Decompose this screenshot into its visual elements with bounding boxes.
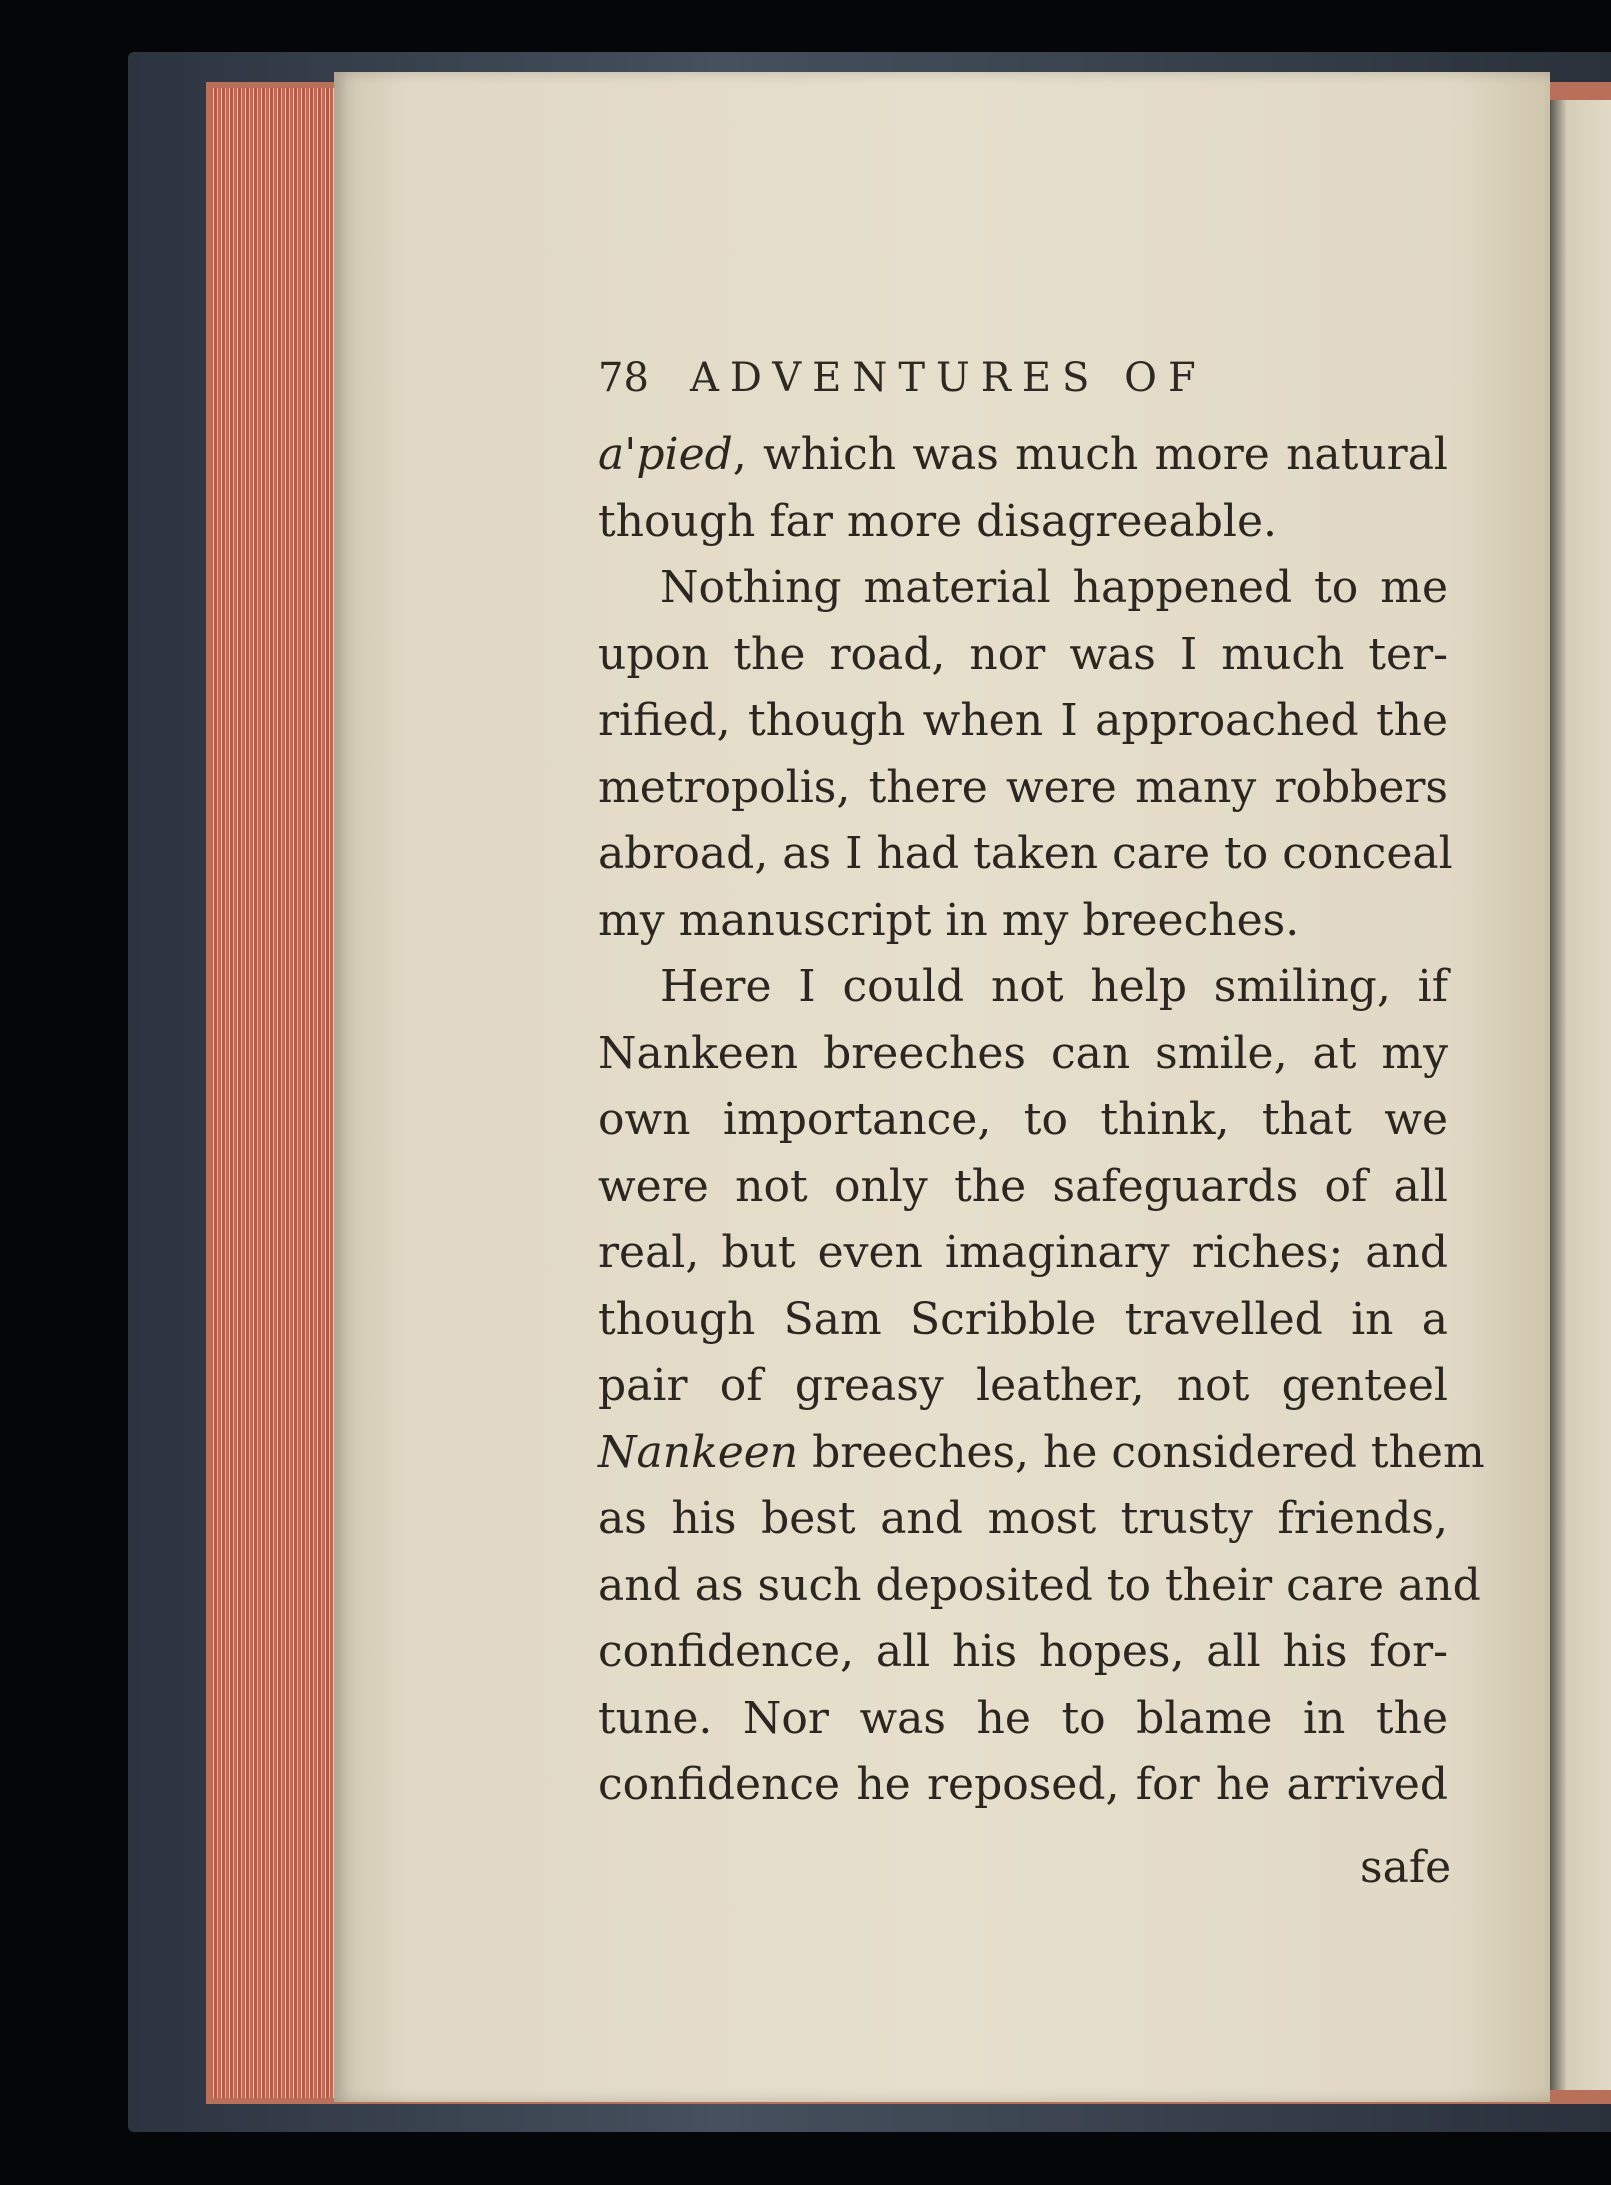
line-text: confidence, all his hopes, all his for- xyxy=(598,1626,1448,1677)
line-text: were not only the safeguards of all xyxy=(598,1160,1448,1212)
text-line xyxy=(598,1689,1448,1749)
text-line xyxy=(598,1157,1448,1217)
line-text: own importance, to think, that we xyxy=(598,1094,1448,1145)
line-text: confidence he reposed, for he arrived xyxy=(598,1759,1448,1810)
line-text: breeches, he considered them xyxy=(798,1426,1485,1478)
line-text: my manuscript in my breeches. xyxy=(598,894,1300,946)
text-line xyxy=(598,1755,1448,1815)
page-edges xyxy=(210,88,336,2098)
italic-word: a'pied xyxy=(598,429,733,480)
line-text: Here I could not help smiling, if xyxy=(660,961,1448,1012)
text-line xyxy=(598,1290,1448,1350)
text-line xyxy=(598,1489,1448,1549)
line-text: though Sam Scribble travelled in a xyxy=(598,1293,1448,1345)
text-line xyxy=(598,1556,1481,1616)
text-line xyxy=(598,1024,1448,1084)
text-line xyxy=(598,625,1448,685)
line-text: real, but even imaginary riches; and xyxy=(598,1227,1448,1278)
text-line xyxy=(598,1356,1448,1416)
text-line xyxy=(598,891,1448,951)
text-line xyxy=(598,425,1448,485)
line-text: tune. Nor was he to blame in the xyxy=(598,1692,1448,1744)
line-text: upon the road, nor was I much ter- xyxy=(598,628,1448,680)
line-text: , which was much more natural xyxy=(732,429,1448,480)
line-text: and as such deposited to their care and xyxy=(598,1559,1481,1611)
italic-word: Nankeen xyxy=(598,1426,799,1478)
text-line xyxy=(598,824,1453,884)
text-line xyxy=(598,558,1448,618)
line-text: though far more disagreeable. xyxy=(598,495,1277,547)
running-title: ADVENTURES OF xyxy=(690,355,1207,401)
text-line xyxy=(598,1423,1485,1483)
text-line xyxy=(598,492,1448,552)
line-text: rified, though when I approached the xyxy=(598,695,1448,746)
line-text: metropolis, there were many robbers xyxy=(598,761,1448,813)
text-line xyxy=(598,758,1448,818)
running-header xyxy=(598,355,1438,401)
facing-page-edge xyxy=(1548,100,1611,2090)
page-number: 78 xyxy=(598,355,649,401)
text-line xyxy=(598,1223,1448,1283)
text-line xyxy=(598,957,1448,1017)
text-line xyxy=(598,1622,1448,1682)
catchword: safe xyxy=(1360,1842,1452,1893)
text-line xyxy=(598,1090,1448,1150)
line-text: as his best and most trusty friends, xyxy=(598,1493,1448,1544)
line-text: abroad, as I had taken care to conceal xyxy=(598,828,1453,879)
line-text: pair of greasy leather, not genteel xyxy=(598,1360,1448,1411)
text-line xyxy=(598,691,1448,751)
line-text: Nothing material happened to me xyxy=(660,562,1448,613)
line-text: Nankeen breeches can smile, at my xyxy=(598,1027,1448,1079)
